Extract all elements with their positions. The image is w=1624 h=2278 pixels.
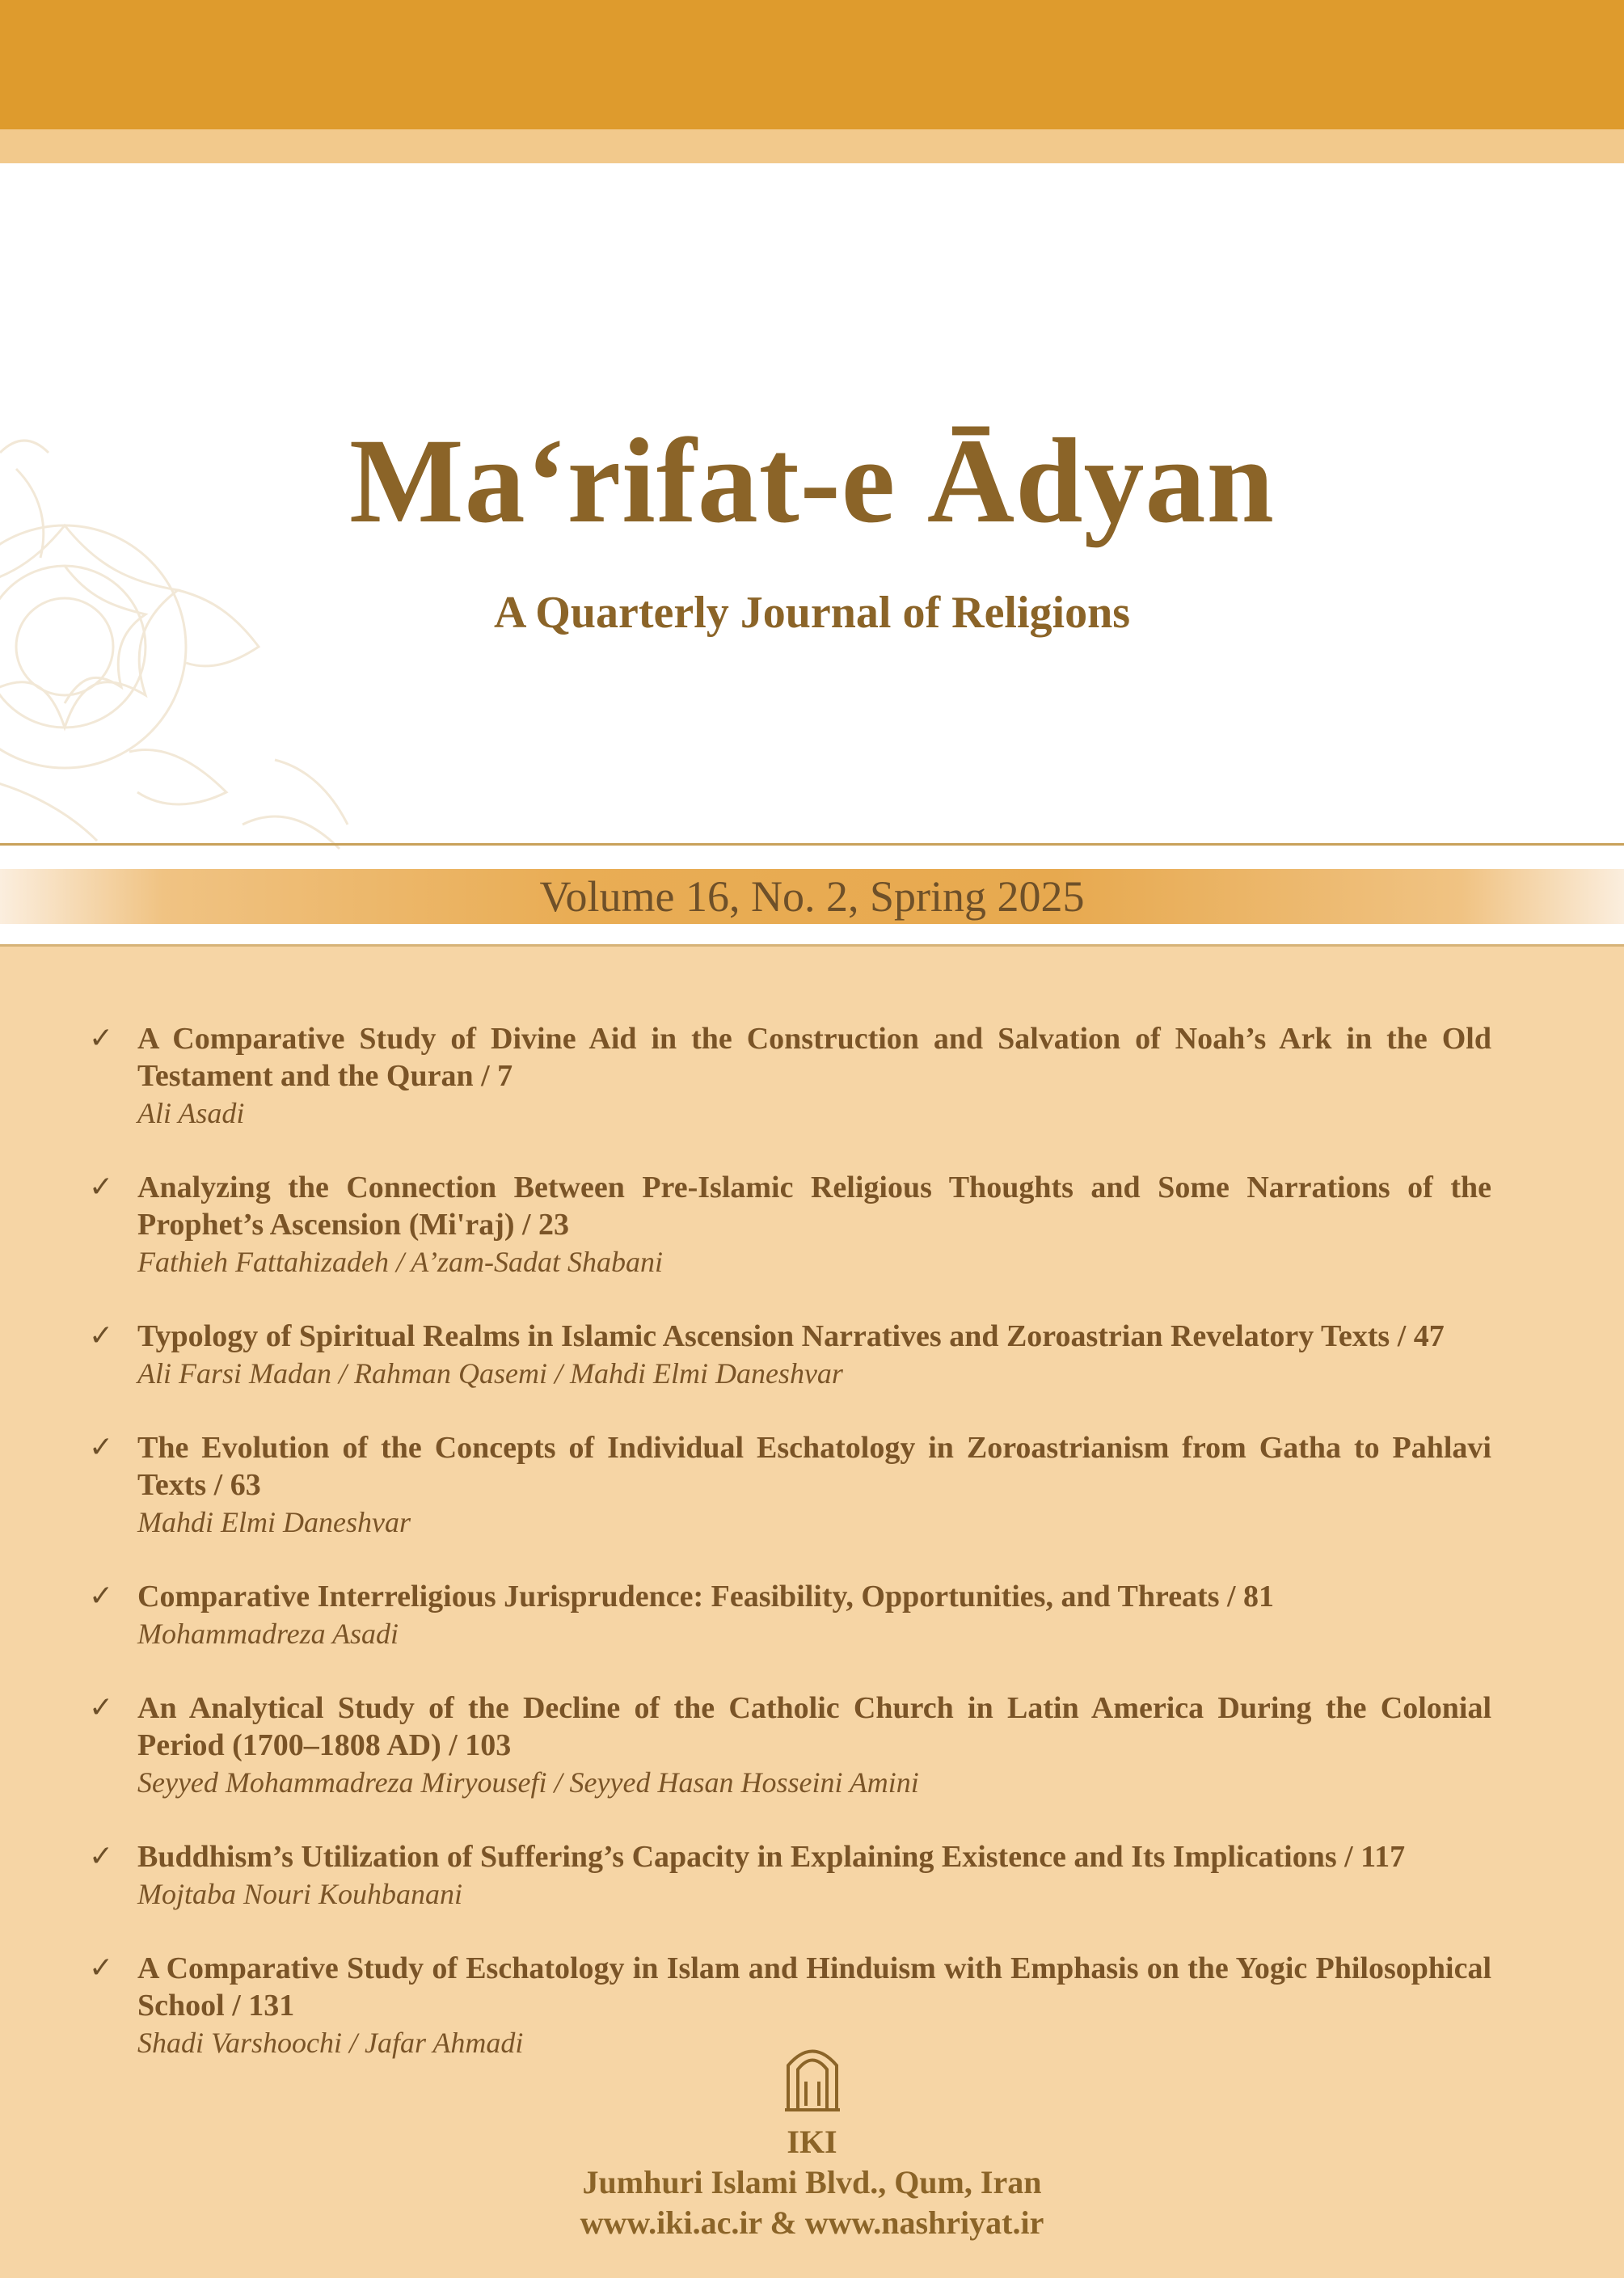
check-mark-icon: ✓	[89, 1691, 114, 1724]
article-title: Analyzing the Connection Between Pre-Islamic Religious Thoughts and Some Narrations of the Prophet’s Ascension (Mi'raj) / 23	[137, 1171, 1491, 1242]
article-title: Typology of Spiritual Realms in Islamic Ascension Narratives and Zoroastrian Revelatory Texts / 47	[137, 1319, 1445, 1353]
article-authors: Mahdi Elmi Daneshvar	[137, 1506, 411, 1538]
journal-title: Maʻrifat-e Ādyan	[349, 414, 1275, 548]
toc-entry	[89, 1020, 1491, 1132]
iki-logo-icon	[780, 2033, 845, 2114]
article-title: A Comparative Study of Divine Aid in the Construction and Salvation of Noah’s Ark in the Old Testament and the Quran / 7	[137, 1022, 1491, 1093]
check-mark-icon: ✓	[89, 1319, 114, 1352]
toc-entry	[89, 1318, 1491, 1392]
table-of-contents	[89, 1020, 1491, 2099]
article-authors: Shadi Varshoochi / Jafar Ahmadi	[137, 2027, 524, 2059]
check-mark-icon: ✓	[89, 1022, 114, 1055]
article-authors: Mojtaba Nouri Kouhbanani	[137, 1878, 463, 1910]
article-authors: Seyyed Mohammadreza Miryousefi / Seyyed Hasan Hosseini Amini	[137, 1766, 919, 1799]
check-mark-icon: ✓	[89, 1840, 114, 1873]
publisher-footer	[0, 2033, 1624, 2243]
toc-entry	[89, 1578, 1491, 1652]
article-title: The Evolution of the Concepts of Individual Eschatology in Zoroastrianism from Gatha to Pahlavi Texts / 63	[137, 1431, 1491, 1502]
publisher-name: IKI	[787, 2124, 837, 2160]
top-light-band	[0, 129, 1624, 163]
article-authors: Ali Farsi Madan / Rahman Qasemi / Mahdi Elmi Daneshvar	[137, 1357, 843, 1390]
article-title: Comparative Interreligious Jurisprudence: Feasibility, Opportunities, and Threats / 81	[137, 1580, 1275, 1614]
check-mark-icon: ✓	[89, 1951, 114, 1985]
article-authors: Mohammadreza Asadi	[137, 1618, 399, 1650]
article-authors: Ali Asadi	[137, 1097, 245, 1129]
check-mark-icon: ✓	[89, 1431, 114, 1464]
top-color-band	[0, 0, 1624, 129]
check-mark-icon: ✓	[89, 1580, 114, 1613]
journal-subtitle: A Quarterly Journal of Religions	[493, 588, 1131, 638]
article-authors: Fathieh Fattahizadeh / A’zam-Sadat Shabani	[137, 1246, 663, 1278]
toc-entry	[89, 1690, 1491, 1801]
toc-entry	[89, 1838, 1491, 1913]
publisher-websites: www.iki.ac.ir & www.nashriyat.ir	[580, 2204, 1044, 2241]
article-title: A Comparative Study of Eschatology in Islam and Hinduism with Emphasis on the Yogic Philosophical School / 131	[137, 1951, 1491, 2023]
publisher-address: Jumhuri Islami Blvd., Qum, Iran	[582, 2164, 1042, 2200]
toc-entry	[89, 1429, 1491, 1541]
check-mark-icon: ✓	[89, 1171, 114, 1204]
toc-entry	[89, 1169, 1491, 1280]
volume-line: Volume 16, No. 2, Spring 2025	[539, 872, 1085, 921]
divider-top	[0, 843, 1624, 846]
article-title: Buddhism’s Utilization of Suffering’s Capacity in Explaining Existence and Its Implications / 117	[137, 1840, 1406, 1874]
article-title: An Analytical Study of the Decline of the Catholic Church in Latin America During the Colonial Period (1700–1808 AD) / 103	[137, 1691, 1491, 1762]
